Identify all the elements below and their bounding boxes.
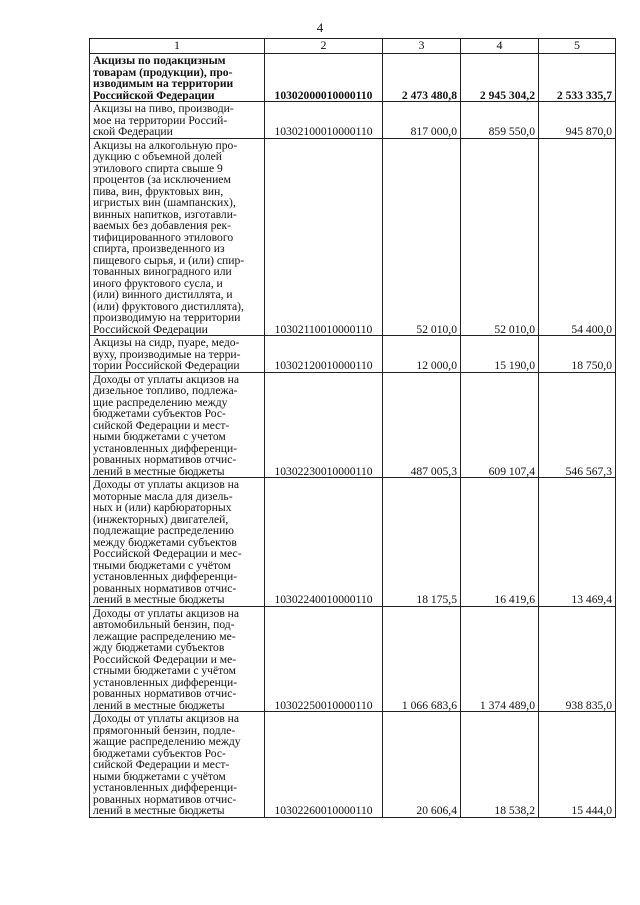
row-name-cell: Доходы от уплаты акцизов на моторные масла для дизель- ных и (или) карбюраторных (инжекторных) двигателей, подлежащие распределению между бюджетами субъектов Российской Федерации и мес- тными бюджетами с учётом установленных дифференци- рованных нормативов отчис- лений в местные бюджеты [90,478,265,607]
table-row [90,138,616,336]
row-code-cell: 10302120010000110 [265,336,383,373]
column-header: 3 [383,39,461,54]
row-value-col5: 945 870,0 [539,102,616,139]
row-value-col5: 15 444,0 [539,712,616,818]
page-number: 4 [316,20,324,35]
row-value-col4: 609 107,4 [461,372,539,478]
row-name-cell: Акцизы по подакцизным товарам (продукции), про- изводимым на территории Российской Федерации [90,54,265,102]
row-code-cell: 10302240010000110 [265,478,383,607]
row-value-col4: 15 190,0 [461,336,539,373]
column-header: 4 [461,39,539,54]
row-code-cell: 10302000010000110 [265,54,383,102]
row-value-col5: 546 567,3 [539,372,616,478]
row-code-cell: 10302100010000110 [265,102,383,139]
table-row [90,372,616,478]
table-row [90,54,616,102]
row-value-col4: 1 374 489,0 [461,606,539,712]
row-value-col3: 1 066 683,6 [383,606,461,712]
row-value-col3: 52 010,0 [383,138,461,336]
column-header: 2 [265,39,383,54]
row-value-col3: 487 005,3 [383,372,461,478]
row-code-cell: 10302250010000110 [265,606,383,712]
row-value-col3: 20 606,4 [383,712,461,818]
row-code-cell: 10302260010000110 [265,712,383,818]
column-header: 5 [539,39,616,54]
table-row [90,478,616,607]
table-row [90,712,616,818]
row-name-cell: Акцизы на пиво, производи- мое на территории Россий- ской Федерации [90,102,265,139]
row-name-cell: Доходы от уплаты акцизов на автомобильный бензин, под- лежащие распределению ме- жду бюджетами субъектов Российской Федерации и ме- стными бюджетами с учётом установленных дифференци- рованных нормативов отчис- лений в местные бюджеты [90,606,265,712]
row-name-cell: Доходы от уплаты акцизов на прямогонный бензин, подле- жащие распределению между бюджетами субъектов Рос- сийской Федерации и мест- ными бюджетами с учётом установленных дифференци- рованных нормативов отчис- лений в местные бюджеты [90,712,265,818]
row-code-cell: 10302230010000110 [265,372,383,478]
row-value-col4: 18 538,2 [461,712,539,818]
row-name-cell: Доходы от уплаты акцизов на дизельное топливо, подлежа- щие распределению между бюджетами субъектов Рос- сийской Федерации и мест- ными бюджетами с учетом установленных дифференци- рованных нормативов отчис- лений в местные бюджеты [90,372,265,478]
column-number-row [90,39,616,54]
row-value-col4: 52 010,0 [461,138,539,336]
row-value-col4: 16 419,6 [461,478,539,607]
column-header: 1 [90,39,265,54]
table-row [90,606,616,712]
table-row [90,102,616,139]
row-value-col3: 2 473 480,8 [383,54,461,102]
budget-table [89,38,616,818]
row-value-col5: 2 533 335,7 [539,54,616,102]
row-value-col5: 18 750,0 [539,336,616,373]
row-value-col3: 12 000,0 [383,336,461,373]
row-value-col4: 859 550,0 [461,102,539,139]
row-value-col5: 13 469,4 [539,478,616,607]
row-value-col5: 54 400,0 [539,138,616,336]
row-name-cell: Акцизы на сидр, пуаре, медо- вуху, производимые на терри- тории Российской Федерации [90,336,265,373]
row-code-cell: 10302110010000110 [265,138,383,336]
row-name-cell: Акцизы на алкогольную про- дукцию с объемной долей этилового спирта свыше 9 процентов (за исключением пива, вин, фруктовых вин, игристых вин (шампанских), винных напитков, изготавли- ваемых без добавления рек- тифицированного этилового спирта, произведенного из пищевого сырья, и (или) спир- тованных виноградного или иного фруктового сусла, и (или) винного дистиллята, и (или) фруктового дистиллята), производимую на территории Российской Федерации [90,138,265,336]
row-value-col3: 817 000,0 [383,102,461,139]
row-value-col5: 938 835,0 [539,606,616,712]
row-value-col4: 2 945 304,2 [461,54,539,102]
row-value-col3: 18 175,5 [383,478,461,607]
table-row [90,336,616,373]
